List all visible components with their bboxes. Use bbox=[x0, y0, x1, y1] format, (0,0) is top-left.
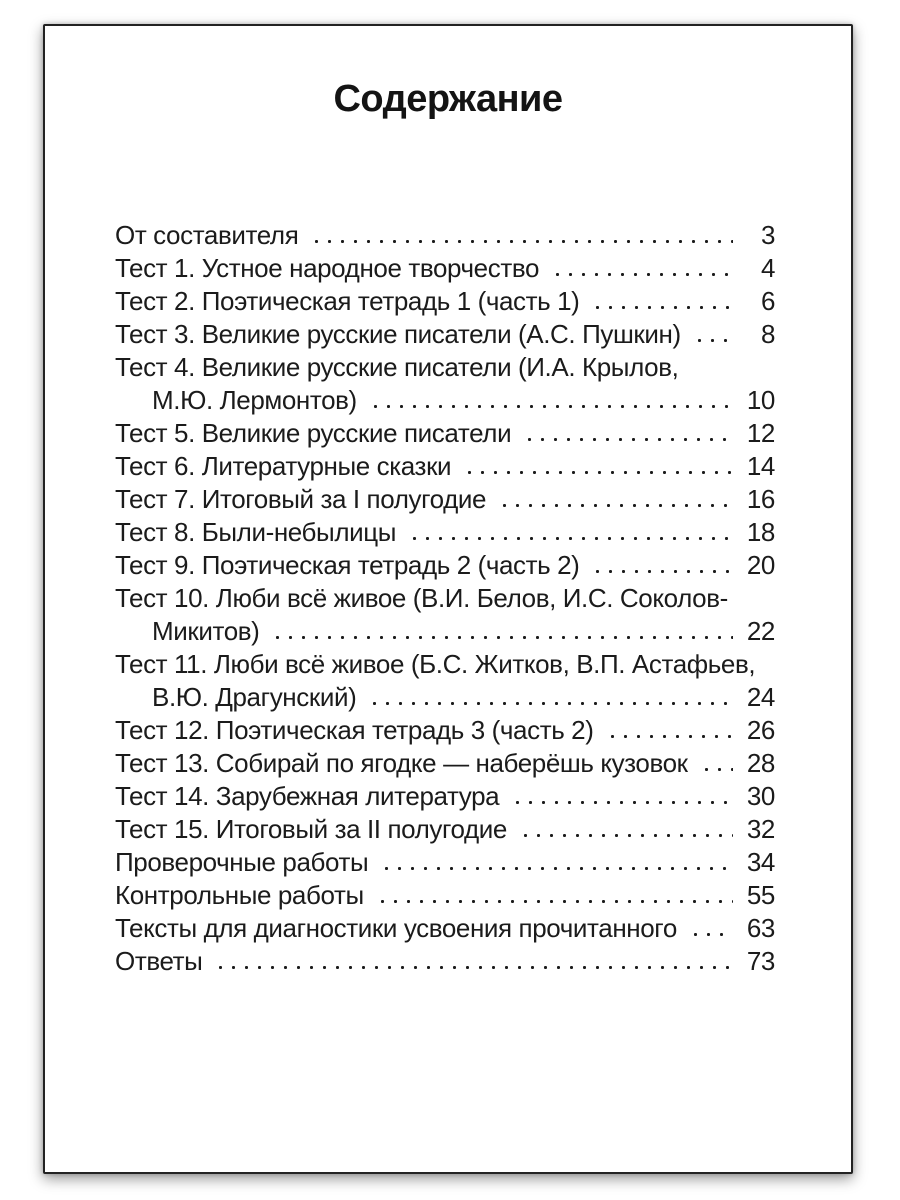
toc-entry bbox=[115, 648, 775, 714]
toc-page-number: 20 bbox=[746, 550, 775, 580]
toc-entry-text: Ответы bbox=[115, 946, 203, 976]
dot-leader bbox=[506, 780, 733, 813]
toc-page-number: 8 bbox=[760, 319, 775, 349]
toc-entry-text: Тест 3. Великие русские писатели (А.С. Пушкин) bbox=[115, 319, 681, 349]
toc-entry-text: Тексты для диагностики усвоения прочитанного bbox=[115, 913, 677, 943]
dot-leader bbox=[266, 615, 733, 648]
toc-page-number: 3 bbox=[760, 220, 775, 250]
toc-entry-text: Контрольные работы bbox=[115, 880, 364, 910]
toc-entry-last-line bbox=[115, 417, 775, 450]
toc-entry-last-line bbox=[115, 747, 775, 780]
toc-entry-first-line: Тест 10. Люби всё живое (В.И. Белов, И.С. Соколов- bbox=[115, 583, 728, 613]
toc-page-number: 12 bbox=[746, 418, 775, 448]
dot-leader bbox=[493, 483, 733, 516]
toc-entry bbox=[115, 912, 775, 945]
dot-leader bbox=[403, 516, 733, 549]
toc-entry-text: Тест 9. Поэтическая тетрадь 2 (часть 2) bbox=[115, 550, 580, 580]
toc-entry-text: От составителя bbox=[115, 220, 299, 250]
toc-entry-last-line bbox=[115, 681, 775, 714]
toc-list bbox=[115, 219, 775, 978]
toc-page-number: 16 bbox=[746, 484, 775, 514]
toc-entry bbox=[115, 351, 775, 417]
toc-entry-text: Тест 6. Литературные сказки bbox=[115, 451, 452, 481]
toc-entry-last-line bbox=[115, 219, 775, 252]
toc-entry-text: Тест 7. Итоговый за I полугодие bbox=[115, 484, 487, 514]
toc-entry bbox=[115, 813, 775, 846]
toc-entry-last-line bbox=[115, 450, 775, 483]
toc-page-number: 55 bbox=[746, 880, 775, 910]
toc-entry-last-line bbox=[115, 945, 775, 978]
dot-leader bbox=[518, 417, 733, 450]
dot-leader bbox=[695, 747, 733, 780]
toc-entry-text: Микитов) bbox=[152, 616, 260, 646]
dot-leader bbox=[364, 384, 733, 417]
dot-leader bbox=[458, 450, 733, 483]
dot-leader bbox=[586, 285, 733, 318]
dot-leader bbox=[514, 813, 733, 846]
toc-entry-text: Тест 14. Зарубежная литература bbox=[115, 781, 500, 811]
toc-page-number: 28 bbox=[746, 748, 775, 778]
toc-entry-last-line bbox=[115, 813, 775, 846]
toc-entry-last-line bbox=[115, 483, 775, 516]
toc-page-number: 18 bbox=[746, 517, 775, 547]
dot-leader bbox=[586, 549, 733, 582]
toc-entry bbox=[115, 318, 775, 351]
toc-entry-first-line: Тест 4. Великие русские писатели (И.А. Крылов, bbox=[115, 352, 679, 382]
toc-entry-text: Проверочные работы bbox=[115, 847, 369, 877]
page-title: Содержание bbox=[333, 78, 563, 120]
toc-page-number: 73 bbox=[746, 946, 775, 976]
dot-leader bbox=[688, 318, 733, 351]
toc-entry bbox=[115, 780, 775, 813]
dot-leader bbox=[371, 879, 733, 912]
toc-entry bbox=[115, 450, 775, 483]
toc-entry-text: В.Ю. Драгунский) bbox=[152, 682, 357, 712]
toc-entry-text: Тест 5. Великие русские писатели bbox=[115, 418, 512, 448]
toc-page-number: 30 bbox=[746, 781, 775, 811]
toc-entry-text: М.Ю. Лермонтов) bbox=[152, 385, 357, 415]
toc-page-number: 32 bbox=[746, 814, 775, 844]
toc-entry-last-line bbox=[115, 846, 775, 879]
toc-entry-last-line bbox=[115, 780, 775, 813]
toc-entry-text: Тест 1. Устное народное творчество bbox=[115, 253, 540, 283]
toc-entry-text: Тест 2. Поэтическая тетрадь 1 (часть 1) bbox=[115, 286, 580, 316]
dot-leader bbox=[305, 219, 733, 252]
toc-entry bbox=[115, 582, 775, 648]
toc-entry-last-line bbox=[115, 549, 775, 582]
toc-page-number: 14 bbox=[746, 451, 775, 481]
toc-entry bbox=[115, 516, 775, 549]
toc-entry-text: Тест 8. Были-небылицы bbox=[115, 517, 397, 547]
toc-entry-last-line bbox=[115, 879, 775, 912]
dot-leader bbox=[601, 714, 734, 747]
toc-entry-last-line bbox=[115, 714, 775, 747]
toc-entry-last-line bbox=[115, 615, 775, 648]
toc-entry-text: Тест 12. Поэтическая тетрадь 3 (часть 2) bbox=[115, 715, 594, 745]
dot-leader bbox=[363, 681, 733, 714]
toc-entry bbox=[115, 879, 775, 912]
toc-entry-text: Тест 15. Итоговый за II полугодие bbox=[115, 814, 507, 844]
toc-page-number: 6 bbox=[760, 286, 775, 316]
dot-leader bbox=[375, 846, 733, 879]
dot-leader bbox=[209, 945, 733, 978]
dot-leader bbox=[684, 912, 733, 945]
toc-entry bbox=[115, 417, 775, 450]
toc-page-number: 63 bbox=[746, 913, 775, 943]
toc-entry bbox=[115, 945, 775, 978]
toc-entry bbox=[115, 219, 775, 252]
toc-page-number: 34 bbox=[746, 847, 775, 877]
toc-page-number: 26 bbox=[746, 715, 775, 745]
toc-entry-last-line bbox=[115, 516, 775, 549]
book-page bbox=[43, 24, 853, 1174]
toc-entry-text: Тест 13. Собирай по ягодке — наберёшь кузовок bbox=[115, 748, 688, 778]
toc-entry bbox=[115, 747, 775, 780]
toc-entry bbox=[115, 846, 775, 879]
toc-entry-last-line bbox=[115, 285, 775, 318]
toc-page-number: 22 bbox=[746, 616, 775, 646]
toc-entry-last-line bbox=[115, 252, 775, 285]
toc-entry bbox=[115, 285, 775, 318]
toc-entry-last-line bbox=[115, 318, 775, 351]
toc-page-number: 10 bbox=[746, 385, 775, 415]
toc-page-number: 4 bbox=[760, 253, 775, 283]
toc-entry-last-line bbox=[115, 912, 775, 945]
toc-page-number: 24 bbox=[746, 682, 775, 712]
toc-entry bbox=[115, 549, 775, 582]
toc-entry bbox=[115, 483, 775, 516]
toc-entry-last-line bbox=[115, 384, 775, 417]
toc-entry bbox=[115, 714, 775, 747]
toc-entry bbox=[115, 252, 775, 285]
dot-leader bbox=[546, 252, 733, 285]
toc-entry-first-line: Тест 11. Люби всё живое (Б.С. Житков, В.П. Астафьев, bbox=[115, 649, 756, 679]
